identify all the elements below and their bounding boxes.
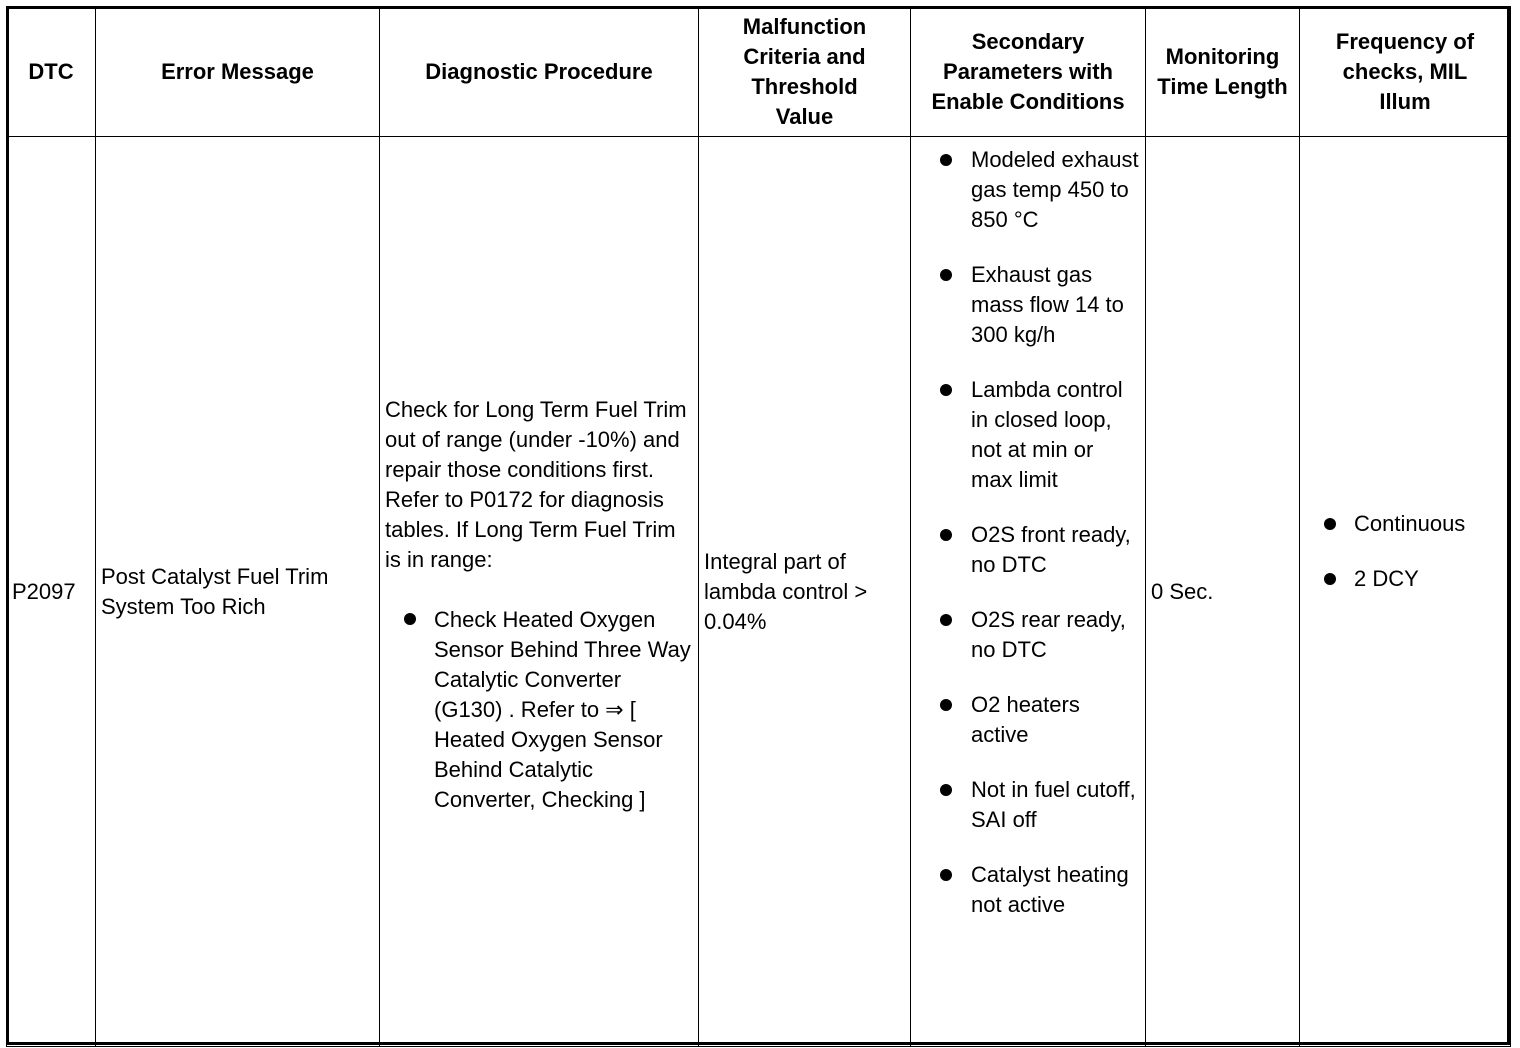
parameter-text: Exhaust gas mass flow 14 to 300 kg/h	[971, 262, 1124, 347]
parameter-text: Not in fuel cutoff, SAI off	[971, 777, 1136, 832]
bullet-icon	[940, 529, 952, 541]
parameter-text: O2S front ready, no DTC	[971, 522, 1131, 577]
header-dtc: DTC	[7, 7, 96, 137]
secondary-parameters-list	[916, 145, 1140, 920]
cell-secondary-parameters	[911, 137, 1146, 1047]
cell-frequency	[1300, 137, 1511, 1047]
bullet-icon	[1324, 573, 1336, 585]
cell-malfunction-criteria: Integral part of lambda control > 0.04%	[699, 137, 911, 1047]
bullet-icon	[940, 699, 952, 711]
bullet-icon	[404, 613, 416, 625]
header-monitoring-time	[1146, 7, 1300, 137]
header-monitoring-time-text: Monitoring Time Length	[1157, 43, 1288, 99]
parameter-text: Catalyst heating not active	[971, 862, 1129, 917]
table-row	[7, 137, 1511, 1047]
list-item	[916, 375, 1140, 495]
header-diagnostic-procedure: Diagnostic Procedure	[380, 7, 699, 137]
list-item	[916, 520, 1140, 580]
cell-monitoring-time: 0 Sec.	[1146, 137, 1300, 1047]
header-frequency	[1300, 7, 1511, 137]
bullet-icon	[940, 869, 952, 881]
cell-error-message: Post Catalyst Fuel Trim System Too Rich	[96, 137, 380, 1047]
bullet-icon	[940, 784, 952, 796]
header-secondary-parameters	[911, 7, 1146, 137]
header-row	[7, 7, 1511, 137]
header-error-message: Error Message	[96, 7, 380, 137]
list-item	[1300, 564, 1510, 594]
list-item	[916, 145, 1140, 235]
parameter-text: O2 heaters active	[971, 692, 1080, 747]
list-item	[385, 605, 693, 815]
dtc-table	[6, 6, 1511, 1047]
frequency-list	[1300, 509, 1510, 594]
parameter-text: O2S rear ready, no DTC	[971, 607, 1126, 662]
list-item	[916, 605, 1140, 665]
bullet-icon	[940, 614, 952, 626]
list-item	[916, 690, 1140, 750]
list-item	[1300, 509, 1510, 539]
header-malfunction-criteria	[699, 7, 911, 137]
cell-diagnostic-procedure	[380, 137, 699, 1047]
header-frequency-text: Frequency of checks, MIL Illum	[1335, 28, 1475, 114]
bullet-icon	[1324, 518, 1336, 530]
list-item	[916, 260, 1140, 350]
parameter-text: Lambda control in closed loop, not at min or max limit	[971, 377, 1123, 492]
procedure-list	[385, 605, 693, 815]
procedure-bullet-text: Check Heated Oxygen Sensor Behind Three Way Catalytic Converter (G130) . Refer to ⇒ [ Heated Oxygen Sensor Behind Catalytic Converter, Checking ]	[434, 606, 691, 812]
list-item	[916, 775, 1140, 835]
frequency-text: 2 DCY	[1354, 565, 1419, 591]
frequency-text: Continuous	[1354, 510, 1466, 536]
bullet-icon	[940, 384, 952, 396]
procedure-text: Check for Long Term Fuel Trim out of range (under -10%) and repair those conditions first. Refer to P0172 for diagnosis tables. If Long Term Fuel Trim is in range:	[385, 396, 687, 572]
list-item	[916, 860, 1140, 920]
cell-dtc: P2097	[7, 137, 96, 1047]
bullet-icon	[940, 269, 952, 281]
header-secondary-parameters-text: Secondary Parameters with Enable Conditions	[931, 28, 1125, 114]
bullet-icon	[940, 154, 952, 166]
parameter-text: Modeled exhaust gas temp 450 to 850 °C	[971, 147, 1139, 232]
header-malfunction-criteria-text: Malfunction Criteria and Threshold Value	[742, 13, 867, 129]
